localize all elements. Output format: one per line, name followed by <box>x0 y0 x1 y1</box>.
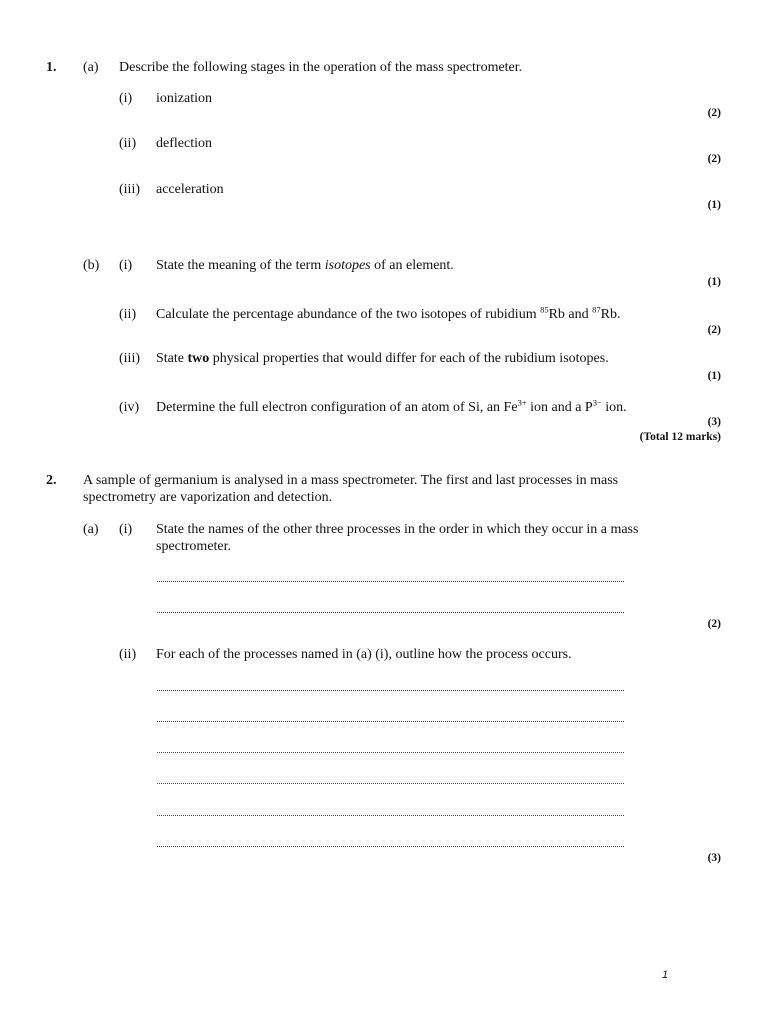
q1b-i-text: State the meaning of the term isotopes of an element. <box>156 258 454 273</box>
answer-line <box>157 783 624 784</box>
q1a-iii-marks: (1) <box>707 199 721 211</box>
answer-line <box>157 721 624 722</box>
q1a-ii-text: deflection <box>156 136 212 151</box>
q1a-i-label: (i) <box>119 91 133 106</box>
answer-line <box>157 846 624 847</box>
q1a-ii-label: (ii) <box>119 136 137 151</box>
q1b-iv-marks: (3) <box>707 416 721 428</box>
question-1-number: 1. <box>46 60 57 75</box>
q1b-i-label: (i) <box>119 258 133 273</box>
answer-line <box>157 752 624 753</box>
q1b-ii-marks: (2) <box>707 324 721 336</box>
q1b-iii-marks: (1) <box>707 370 721 382</box>
q2a-ii-label: (ii) <box>119 647 137 662</box>
page-number: 1 <box>662 969 669 981</box>
q1b-iv-text: Determine the full electron configuration of an atom of Si, an $Fe^{3+}$ ion and a $P^{3-}$ ion. <box>156 397 627 415</box>
q1b-iii-text: State two physical properties that would differ for each of the rubidium isotopes. <box>156 351 609 366</box>
q2a-i-text: State the names of the other three processes in the order in which they occur in a mass spectrometer. <box>156 522 639 554</box>
q1b-ii-label: (ii) <box>119 307 137 322</box>
answer-line <box>157 612 624 613</box>
q2a-ii-marks: (3) <box>707 852 721 864</box>
q2-intro: A sample of germanium is analysed in a mass spectrometer. The first and last processes in mass spectrometry are vaporization and detection. <box>83 473 619 505</box>
question-2-number: 2. <box>46 473 57 488</box>
q2-part-a-label: (a) <box>83 522 99 537</box>
q1a-ii-marks: (2) <box>707 153 721 165</box>
q2a-i-label: (i) <box>119 522 133 537</box>
q1a-iii-label: (iii) <box>119 182 140 197</box>
q2a-ii-text: For each of the processes named in (a) (i), outline how the process occurs. <box>156 647 572 662</box>
q2a-i-marks: (2) <box>707 618 721 630</box>
q1-total-marks: (Total 12 marks) <box>639 431 721 443</box>
q1-part-b-label: (b) <box>83 258 100 273</box>
answer-line <box>157 690 624 691</box>
q1-part-a-stem: Describe the following stages in the operation of the mass spectrometer. <box>119 60 523 75</box>
q1a-i-marks: (2) <box>707 107 721 119</box>
q1a-i-text: ionization <box>156 91 212 106</box>
answer-line <box>157 815 624 816</box>
answer-line <box>157 581 624 582</box>
q1b-ii-text: Calculate the percentage abundance of the two isotopes of rubidium $^{85}$Rb and $^{87}$Rb. <box>156 304 621 322</box>
q1b-i-marks: (1) <box>707 276 721 288</box>
q1b-iv-label: (iv) <box>119 400 140 415</box>
q1a-iii-text: acceleration <box>156 182 224 197</box>
q1-part-a-label: (a) <box>83 60 99 75</box>
q1b-iii-label: (iii) <box>119 351 140 366</box>
